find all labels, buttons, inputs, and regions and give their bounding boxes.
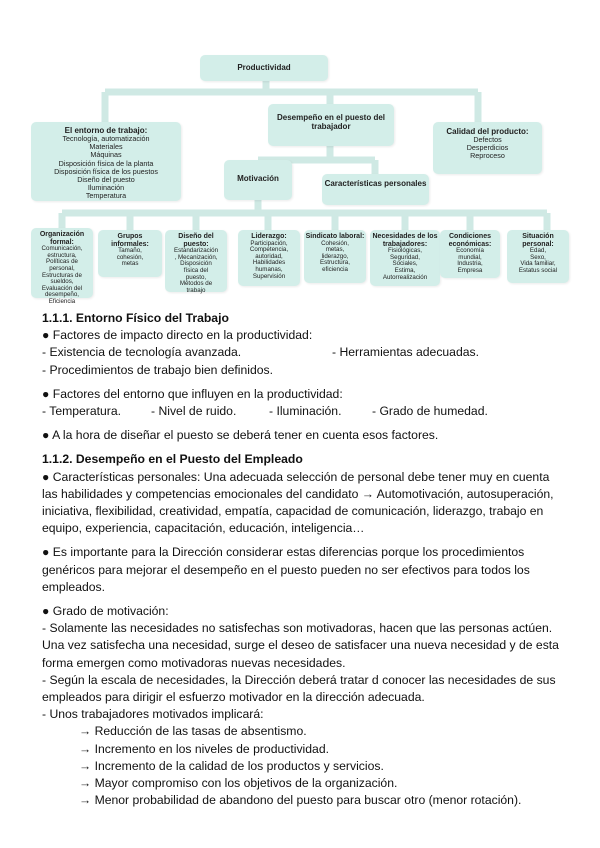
diagram-item: Sexo, bbox=[530, 253, 546, 261]
section-2-title: 1.1.2. Desempeño en el Puesto del Empleado bbox=[42, 452, 303, 467]
diagram-item: Políticas de bbox=[46, 258, 78, 266]
entorno-items bbox=[31, 135, 181, 201]
s1-bullet-2: ● Factores del entorno que influyen en la productividad: bbox=[42, 386, 343, 401]
diagram-item: Diseño del puesto bbox=[77, 175, 135, 185]
node-title: Situación personal: bbox=[522, 233, 554, 248]
list-item: → Mayor compromiso con los objetivos de la organización. bbox=[79, 776, 398, 791]
diagram-item: metas bbox=[121, 260, 139, 268]
diagram-item: Estandarización bbox=[173, 247, 219, 255]
diagram-item: Estructuras de bbox=[42, 271, 82, 279]
diagram-item: Participación, bbox=[250, 239, 288, 247]
section-1-title: 1.1.1. Entorno Físico del Trabajo bbox=[42, 311, 229, 325]
diagram-item: Empresa bbox=[457, 266, 483, 274]
diagram-item: eficiencia bbox=[322, 265, 348, 273]
diagram-item: trabajo bbox=[186, 286, 206, 294]
diagram-item: humanas, bbox=[255, 265, 283, 273]
node-liderazgo bbox=[238, 230, 300, 286]
s1-item-procedimientos: - Procedimientos de trabajo bien definidos. bbox=[42, 362, 274, 377]
node-sindicato-laboral bbox=[304, 230, 366, 283]
diagram-item: Edad, bbox=[529, 247, 547, 255]
node-motivacion: Motivación bbox=[224, 160, 292, 200]
diagram-item: Estima, bbox=[394, 266, 416, 274]
diagram-item: Disposición física de los puestos bbox=[54, 166, 158, 176]
diagram-item: metas, bbox=[325, 246, 345, 254]
s1-bullet-1-row bbox=[42, 344, 562, 361]
node-necesidades-trabajadores bbox=[370, 230, 440, 286]
diagram-item: Materiales bbox=[89, 142, 123, 152]
node-situacion-personal bbox=[507, 230, 569, 283]
diagram-item: Economía bbox=[456, 247, 484, 255]
s2-paragraph-6: - Unos trabajadores motivados implicará: bbox=[42, 707, 264, 722]
node-entorno-trabajo: El entorno de trabajo: Tecnología, automatización Materiales Máquinas Disposición física de la planta Disposición física de los puestos Diseño del puesto Iluminación Temperatura bbox=[31, 122, 181, 201]
diagram-item: estructura, bbox=[47, 251, 77, 259]
diagram-item: , Mecanización, bbox=[174, 253, 218, 261]
s2-list bbox=[42, 723, 562, 809]
diagram-item: Competencia, bbox=[249, 246, 289, 254]
diagram-item: sueldos, bbox=[50, 278, 74, 286]
diagram-item: Disposición física de la planta bbox=[58, 158, 154, 168]
node-condiciones-economicas bbox=[440, 230, 500, 278]
s2-paragraph-1: ● Características personales: Una adecuada selección de personal debe tener muy en cuenta las habilidades y competencias emocionales del candidato → Automotivación, autosuperación, iniciativa, flexibilidad, creatividad, empatía, capacidad de comunicación, liderazgo, trabajo en equipo, experiencia, capacitación, educación, inteligencia… bbox=[42, 469, 554, 536]
diagram-item: Máquinas bbox=[90, 150, 122, 160]
s2-paragraph-4: - Solamente las necesidades no satisfechas son motivadoras, hacen que las personas actúen. Una vez satisfecha una necesidad, surge el deseo de satisfacer una nueva necesidad y de esta forma emergen como motivadoras nuevas necesidades. bbox=[42, 621, 559, 670]
diagram-item: Estatus social bbox=[518, 266, 558, 274]
calidad-items bbox=[433, 136, 542, 161]
s2-paragraph-5: - Según la escala de necesidades, la Dirección deberá tratar d conocer las necesidades de sus empleados para dirigir el esfuerzo motivador en la dirección adecuada. bbox=[42, 672, 556, 705]
node-title: Grupos informales: bbox=[111, 233, 149, 248]
node-caracteristicas: Características personales bbox=[322, 174, 429, 205]
diagram-item: Eficiencia bbox=[48, 297, 76, 305]
diagram-item: liderazgo, bbox=[321, 252, 349, 260]
s1-item-herramientas: - Herramientas adecuadas. bbox=[332, 345, 479, 360]
diagram-item: Vida familiar, bbox=[520, 260, 556, 268]
list-item: → Menor probabilidad de abandono del puesto para buscar otro (menor rotación). bbox=[79, 793, 522, 808]
diagram-item: Supervisión bbox=[252, 272, 286, 280]
node-title: Diseño del puesto: bbox=[178, 233, 214, 248]
diagram-item: Habilidades bbox=[252, 259, 286, 267]
diagram-item: física del bbox=[183, 266, 209, 274]
list-item: → Incremento de la calidad de los productos y servicios. bbox=[79, 758, 384, 773]
s1-bullet-3: ● A la hora de diseñar el puesto se deberá tener en cuenta esos factores. bbox=[42, 428, 439, 443]
s1-item-humedad: - Grado de humedad. bbox=[372, 404, 488, 419]
productivity-diagram bbox=[0, 0, 600, 305]
diagram-item: Tecnología, automatización bbox=[62, 134, 150, 143]
diagram-item: Seguridad, bbox=[390, 253, 420, 261]
node-grupos-informales bbox=[98, 230, 162, 277]
list-item: → Reducción de las tasas de absentismo. bbox=[79, 724, 307, 739]
node-diseno-puesto bbox=[165, 230, 227, 292]
node-organizacion-formal bbox=[31, 228, 93, 305]
document-body bbox=[42, 310, 562, 809]
diagram-item: autoridad, bbox=[255, 252, 283, 260]
node-title: Organización formal: bbox=[39, 231, 85, 246]
list-item: → Incremento en los niveles de productividad. bbox=[79, 741, 329, 756]
node-desempeno: Desempeño en el puesto del trabajador bbox=[268, 104, 394, 146]
diagram-item: personal, bbox=[49, 264, 75, 272]
diagram-item: mundial, bbox=[458, 253, 482, 261]
diagram-item: Sociales, bbox=[392, 260, 418, 268]
diagram-item: Industria, bbox=[457, 260, 483, 268]
diagram-item: desempeño, bbox=[44, 291, 80, 299]
diagram-item: Comunicación, bbox=[41, 245, 83, 253]
node-title: Sindicato laboral: bbox=[305, 233, 365, 240]
s2-paragraph-2: ● Es importante para la Dirección considerar estas diferencias porque los procedimientos genéricos para mejorar el desempeño en el puesto pueden no ser efectivos para todos los empleados. bbox=[42, 545, 530, 594]
node-title: Necesidades de los trabajadores: bbox=[372, 233, 438, 248]
diagram-item: Estructura, bbox=[320, 259, 350, 267]
diagram-item: Defectos bbox=[473, 135, 502, 144]
diagram-item: Disposición bbox=[180, 260, 212, 268]
diagram-item: Cohesión, bbox=[321, 239, 349, 247]
diagram-item: Métodos de bbox=[179, 280, 213, 288]
s1-bullet-1: ● Factores de impacto directo en la productividad: bbox=[42, 328, 313, 343]
s1-item-temperatura: - Temperatura. bbox=[42, 404, 122, 419]
s1-item-tecnologia: - Existencia de tecnología avanzada. bbox=[42, 345, 242, 360]
s2-paragraph-3: ● Grado de motivación: bbox=[42, 604, 169, 619]
node-productividad: Productividad bbox=[200, 55, 328, 81]
s1-bullet-2-row bbox=[42, 403, 562, 420]
diagram-item: Autorrealización bbox=[382, 273, 428, 281]
diagram-item: Tamaño, bbox=[118, 247, 142, 255]
diagram-item: Reproceso bbox=[470, 151, 505, 161]
diagram-item: Iluminación bbox=[87, 183, 125, 193]
s1-item-iluminacion: - Iluminación. bbox=[269, 404, 342, 419]
node-calidad: Calidad del producto: Defectos Desperdicios Reproceso bbox=[433, 122, 542, 174]
diagram-item: cohesión, bbox=[116, 253, 144, 261]
diagram-item: puesto, bbox=[185, 273, 207, 281]
s1-item-ruido: - Nivel de ruido. bbox=[151, 404, 237, 419]
diagram-item: Evaluación del bbox=[41, 284, 83, 292]
diagram-item: Fisiológicas, bbox=[387, 247, 423, 255]
diagram-item: Desperdicios bbox=[466, 143, 509, 153]
node-title: Liderazgo: bbox=[251, 233, 287, 240]
diagram-item: Temperatura bbox=[85, 191, 127, 201]
node-title: Condiciones económicas: bbox=[448, 233, 492, 248]
